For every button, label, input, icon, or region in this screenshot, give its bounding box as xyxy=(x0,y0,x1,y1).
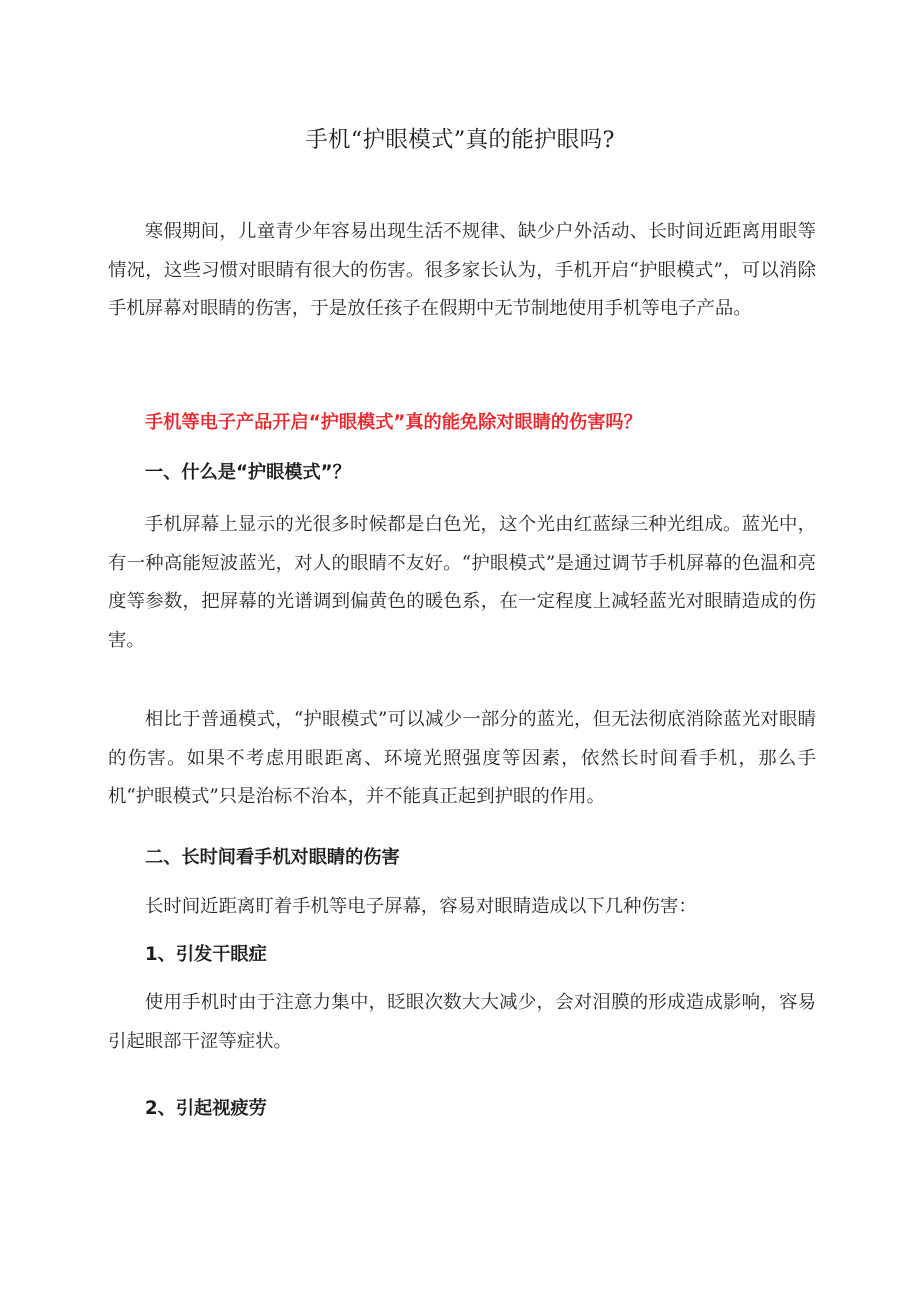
item1-heading: 1、引发干眼症 xyxy=(145,944,267,965)
section1-heading: 一、什么是“护眼模式”？ xyxy=(145,462,351,483)
section2-heading: 二、长时间看手机对眼睛的伤害 xyxy=(145,847,400,868)
section1-paragraph2: 相比于普通模式，“护眼模式”可以减少一部分的蓝光，但无法彻底消除蓝光对眼睛的伤害。如果不考虑用眼距离、环境光照强度等因素，依然长时间看手机，那么手机“护眼模式”只是治标不治本，并不能真正起到护眼的作用。 xyxy=(108,709,816,807)
document-title: 手机“护眼模式”真的能护眼吗? xyxy=(305,127,615,153)
section1-paragraph1: 手机屏幕上显示的光很多时候都是白色光，这个光由红蓝绿三种光组成。蓝光中，有一种高能短波蓝光，对人的眼睛不友好。“护眼模式”是通过调节手机屏幕的色温和亮度等参数，把屏幕的光谱调到偏黄色的暖色系，在一定程度上减轻蓝光对眼睛造成的伤害。 xyxy=(108,514,816,651)
item2-heading: 2、引起视疲劳 xyxy=(145,1098,267,1119)
highlight-question: 手机等电子产品开启“护眼模式”真的能免除对眼睛的伤害吗？ xyxy=(145,412,642,433)
item1-paragraph: 使用手机时由于注意力集中，眨眼次数大大减少，会对泪膜的形成造成影响，容易引起眼部干涩等症状。 xyxy=(108,992,816,1052)
intro-paragraph: 寒假期间，儿童青少年容易出现生活不规律、缺少户外活动、长时间近距离用眼等情况，这些习惯对眼睛有很大的伤害。很多家长认为，手机开启“护眼模式”，可以消除手机屏幕对眼睛的伤害，于是放任孩子在假期中无节制地使用手机等电子产品。 xyxy=(108,221,816,319)
section2-intro: 长时间近距离盯着手机等电子屏幕，容易对眼睛造成以下几种伤害： xyxy=(145,896,697,917)
